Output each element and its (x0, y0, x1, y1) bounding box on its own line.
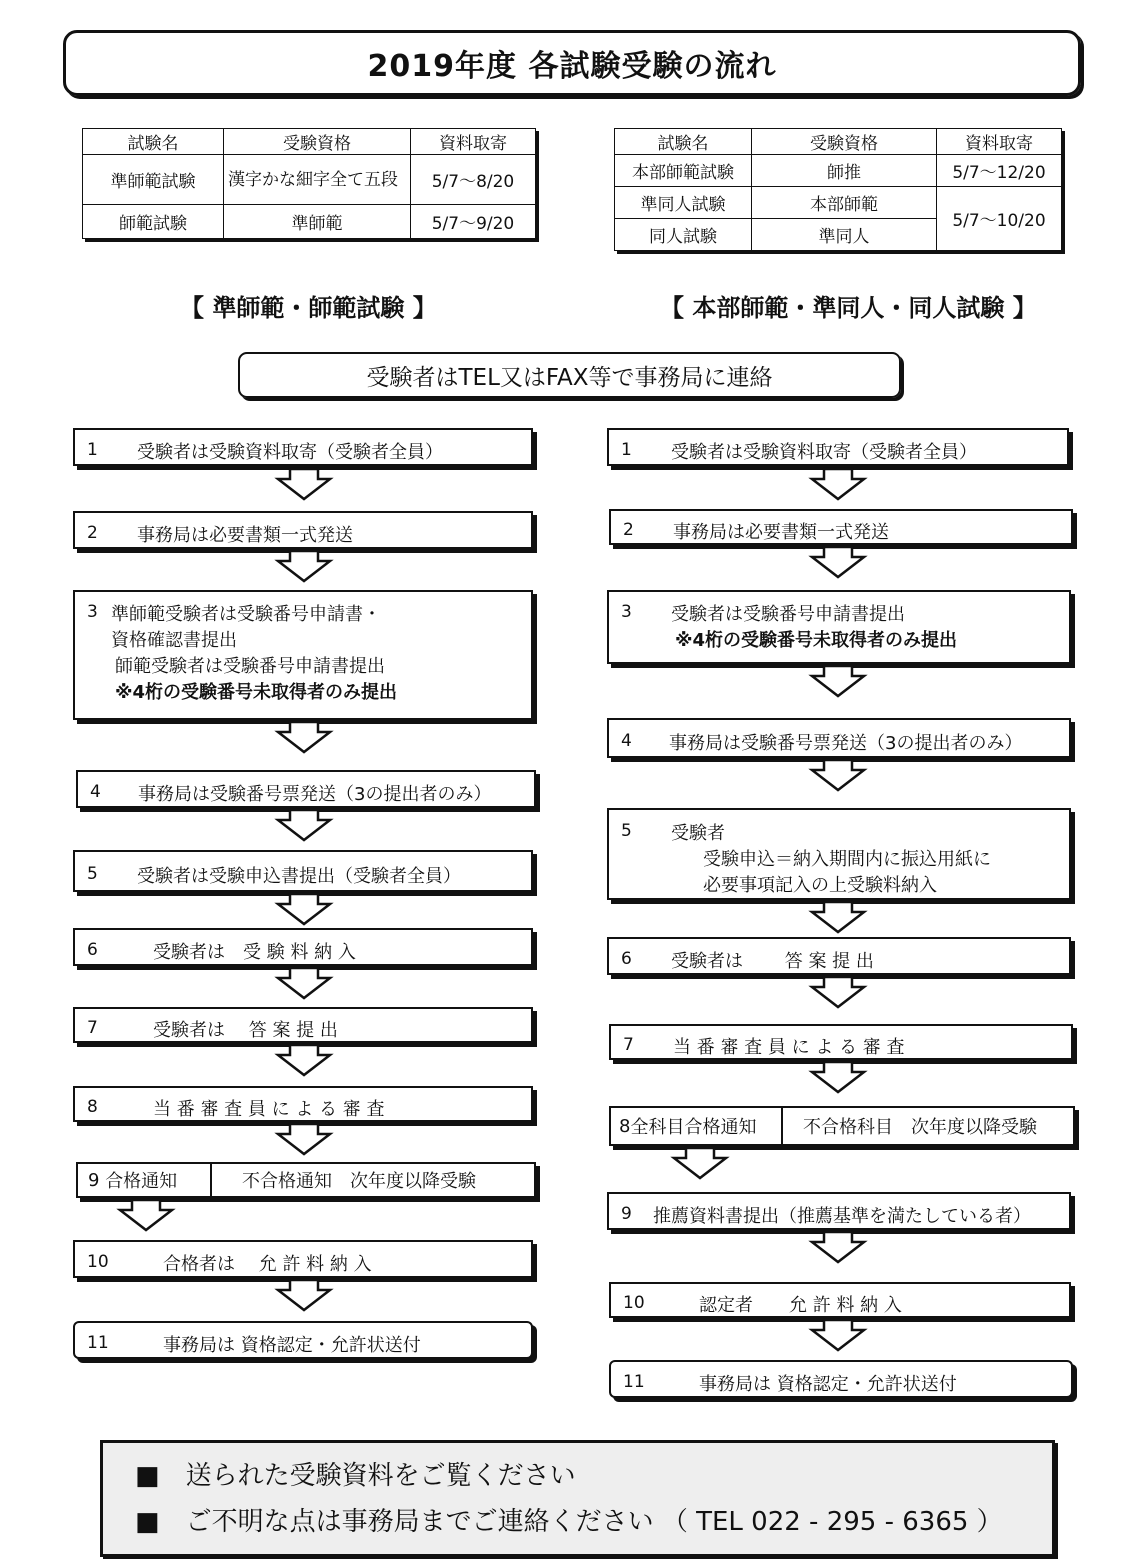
down-arrow-icon (812, 666, 864, 696)
step-text: 合格者は 允 許 料 納 入 (163, 1254, 372, 1275)
down-arrow-icon (278, 469, 330, 499)
right-section-heading: 【 本部師範・準同人・同人試験 】 (660, 294, 1037, 322)
table-header: 資料取寄 (937, 129, 1062, 155)
step-text: 当 番 審 査 員 に よ る 審 査 (673, 1037, 905, 1058)
left-section-heading: 【 準師範・師範試験 】 (180, 294, 437, 322)
table-cell: 同人試験 (615, 219, 752, 251)
page-title: 2019年度 各試験受験の流れ (63, 30, 1081, 96)
down-arrow-icon (278, 1124, 330, 1154)
step-text: 推薦資料書提出（推薦基準を満たしている者） (653, 1206, 1031, 1227)
step-text-line: 受験者 (671, 823, 725, 844)
step-text-line: 受験申込＝納入期間内に振込用紙に (703, 849, 991, 870)
down-arrow-icon (278, 894, 330, 924)
down-arrow-icon (812, 977, 864, 1007)
table-cell: 師推 (752, 155, 937, 187)
step-text-line: 準師範受験者は受験番号申請書・ (111, 604, 381, 625)
step-number: 5 (87, 864, 98, 884)
table-header: 資料取寄 (411, 129, 536, 155)
footer-line-2: ■ ご不明な点は事務局までご連絡ください （ TEL 022 - 295 - 6365 ） (135, 1507, 1003, 1537)
step-number: 10 (87, 1252, 109, 1272)
table-header: 試験名 (83, 129, 224, 155)
step-number: 9 (88, 1169, 100, 1191)
step-text: 受験者は受験申込書提出（受験者全員） (137, 866, 461, 887)
down-arrow-icon (674, 1148, 726, 1178)
step-text-line: 師範受験者は受験番号申請書提出 (115, 656, 385, 677)
down-arrow-icon (812, 902, 864, 932)
step-text: 事務局は 資格認定・允許状送付 (699, 1374, 957, 1395)
step-text: 当 番 審 査 員 に よ る 審 査 (153, 1099, 385, 1120)
step-number: 7 (87, 1018, 98, 1038)
table-cell: 準同人試験 (615, 187, 752, 219)
down-arrow-icon (120, 1200, 172, 1230)
down-arrow-icon (812, 760, 864, 790)
pass-notice: 合格通知 (105, 1171, 178, 1192)
step-number: 9 (621, 1204, 632, 1224)
table-cell: 5/7～9/20 (411, 205, 536, 239)
table-cell: 5/7～10/20 (937, 187, 1062, 251)
step-number: 2 (87, 523, 98, 543)
step-number: 3 (87, 602, 98, 622)
step-number: 11 (623, 1372, 645, 1392)
step-text: 事務局は受験番号票発送（3の提出者のみ） (669, 733, 1023, 754)
table-header: 受験資格 (224, 129, 411, 155)
table-cell: 師範試験 (83, 205, 224, 239)
step-text: 受験者は受験資料取寄（受験者全員） (671, 442, 977, 463)
table-cell: 5/7～12/20 (937, 155, 1062, 187)
step-number: 10 (623, 1293, 645, 1313)
table-cell: 本部師範 (752, 187, 937, 219)
step-text: 事務局は必要書類一式発送 (673, 522, 889, 543)
step-number: 4 (621, 731, 632, 751)
step-text-line: 必要事項記入の上受験料納入 (703, 875, 937, 896)
step-text-line: 資格確認書提出 (111, 630, 237, 651)
step-number: 2 (623, 520, 634, 540)
step-number: 6 (87, 940, 98, 960)
step-text: 事務局は 資格認定・允許状送付 (163, 1335, 421, 1356)
table-cell: 漢字かな細字全て五段 (224, 155, 411, 205)
step-number: 5 (621, 821, 632, 841)
step-text: 事務局は必要書類一式発送 (137, 525, 353, 546)
step-text: 受験者は 答 案 提 出 (153, 1020, 338, 1041)
down-arrow-icon (812, 469, 864, 499)
step-number: 8 (87, 1097, 98, 1117)
table-header: 試験名 (615, 129, 752, 155)
down-arrow-icon (812, 1232, 864, 1262)
down-arrow-icon (278, 1280, 330, 1310)
table-cell: 準師範 (224, 205, 411, 239)
step-number: 6 (621, 949, 632, 969)
fail-notice: 不合格科目 次年度以降受験 (803, 1117, 1037, 1138)
footer-notice (100, 1440, 1055, 1557)
step-number: 7 (623, 1035, 634, 1055)
step-text: 受験者は 受 験 料 納 入 (153, 942, 356, 963)
down-arrow-icon (812, 1062, 864, 1092)
step-number: 1 (87, 440, 98, 460)
step-number: 4 (90, 782, 101, 802)
fail-notice: 不合格通知 次年度以降受験 (242, 1171, 476, 1192)
down-arrow-icon (278, 551, 330, 581)
step-number: 11 (87, 1333, 109, 1353)
table-cell: 5/7～8/20 (411, 155, 536, 205)
down-arrow-icon (812, 547, 864, 577)
step-note: ※4桁の受験番号未取得者のみ提出 (115, 682, 398, 703)
down-arrow-icon (278, 1045, 330, 1075)
table-header: 受験資格 (752, 129, 937, 155)
table-cell: 本部師範試験 (615, 155, 752, 187)
step-text: 受験者は受験資料取寄（受験者全員） (137, 442, 443, 463)
step-number: 8 (619, 1115, 631, 1137)
down-arrow-icon (278, 722, 330, 752)
step-text: 認定者 允 許 料 納 入 (699, 1295, 902, 1316)
contact-instruction: 受験者はTEL又はFAX等で事務局に連絡 (238, 352, 901, 398)
step-text: 事務局は受験番号票発送（3の提出者のみ） (138, 784, 492, 805)
footer-line-1: ■ 送られた受験資料をご覧ください (135, 1461, 576, 1491)
step-note: ※4桁の受験番号未取得者のみ提出 (675, 630, 958, 651)
step-number: 1 (621, 440, 632, 460)
down-arrow-icon (812, 1320, 864, 1350)
down-arrow-icon (278, 810, 330, 840)
step-number: 3 (621, 602, 632, 622)
step-text: 受験者は 答 案 提 出 (671, 951, 874, 972)
pass-notice: 全科目合格通知 (630, 1117, 757, 1138)
table-cell: 準師範試験 (83, 155, 224, 205)
down-arrow-icon (278, 968, 330, 998)
table-cell: 準同人 (752, 219, 937, 251)
step-text-line: 受験者は受験番号申請書提出 (671, 604, 905, 625)
